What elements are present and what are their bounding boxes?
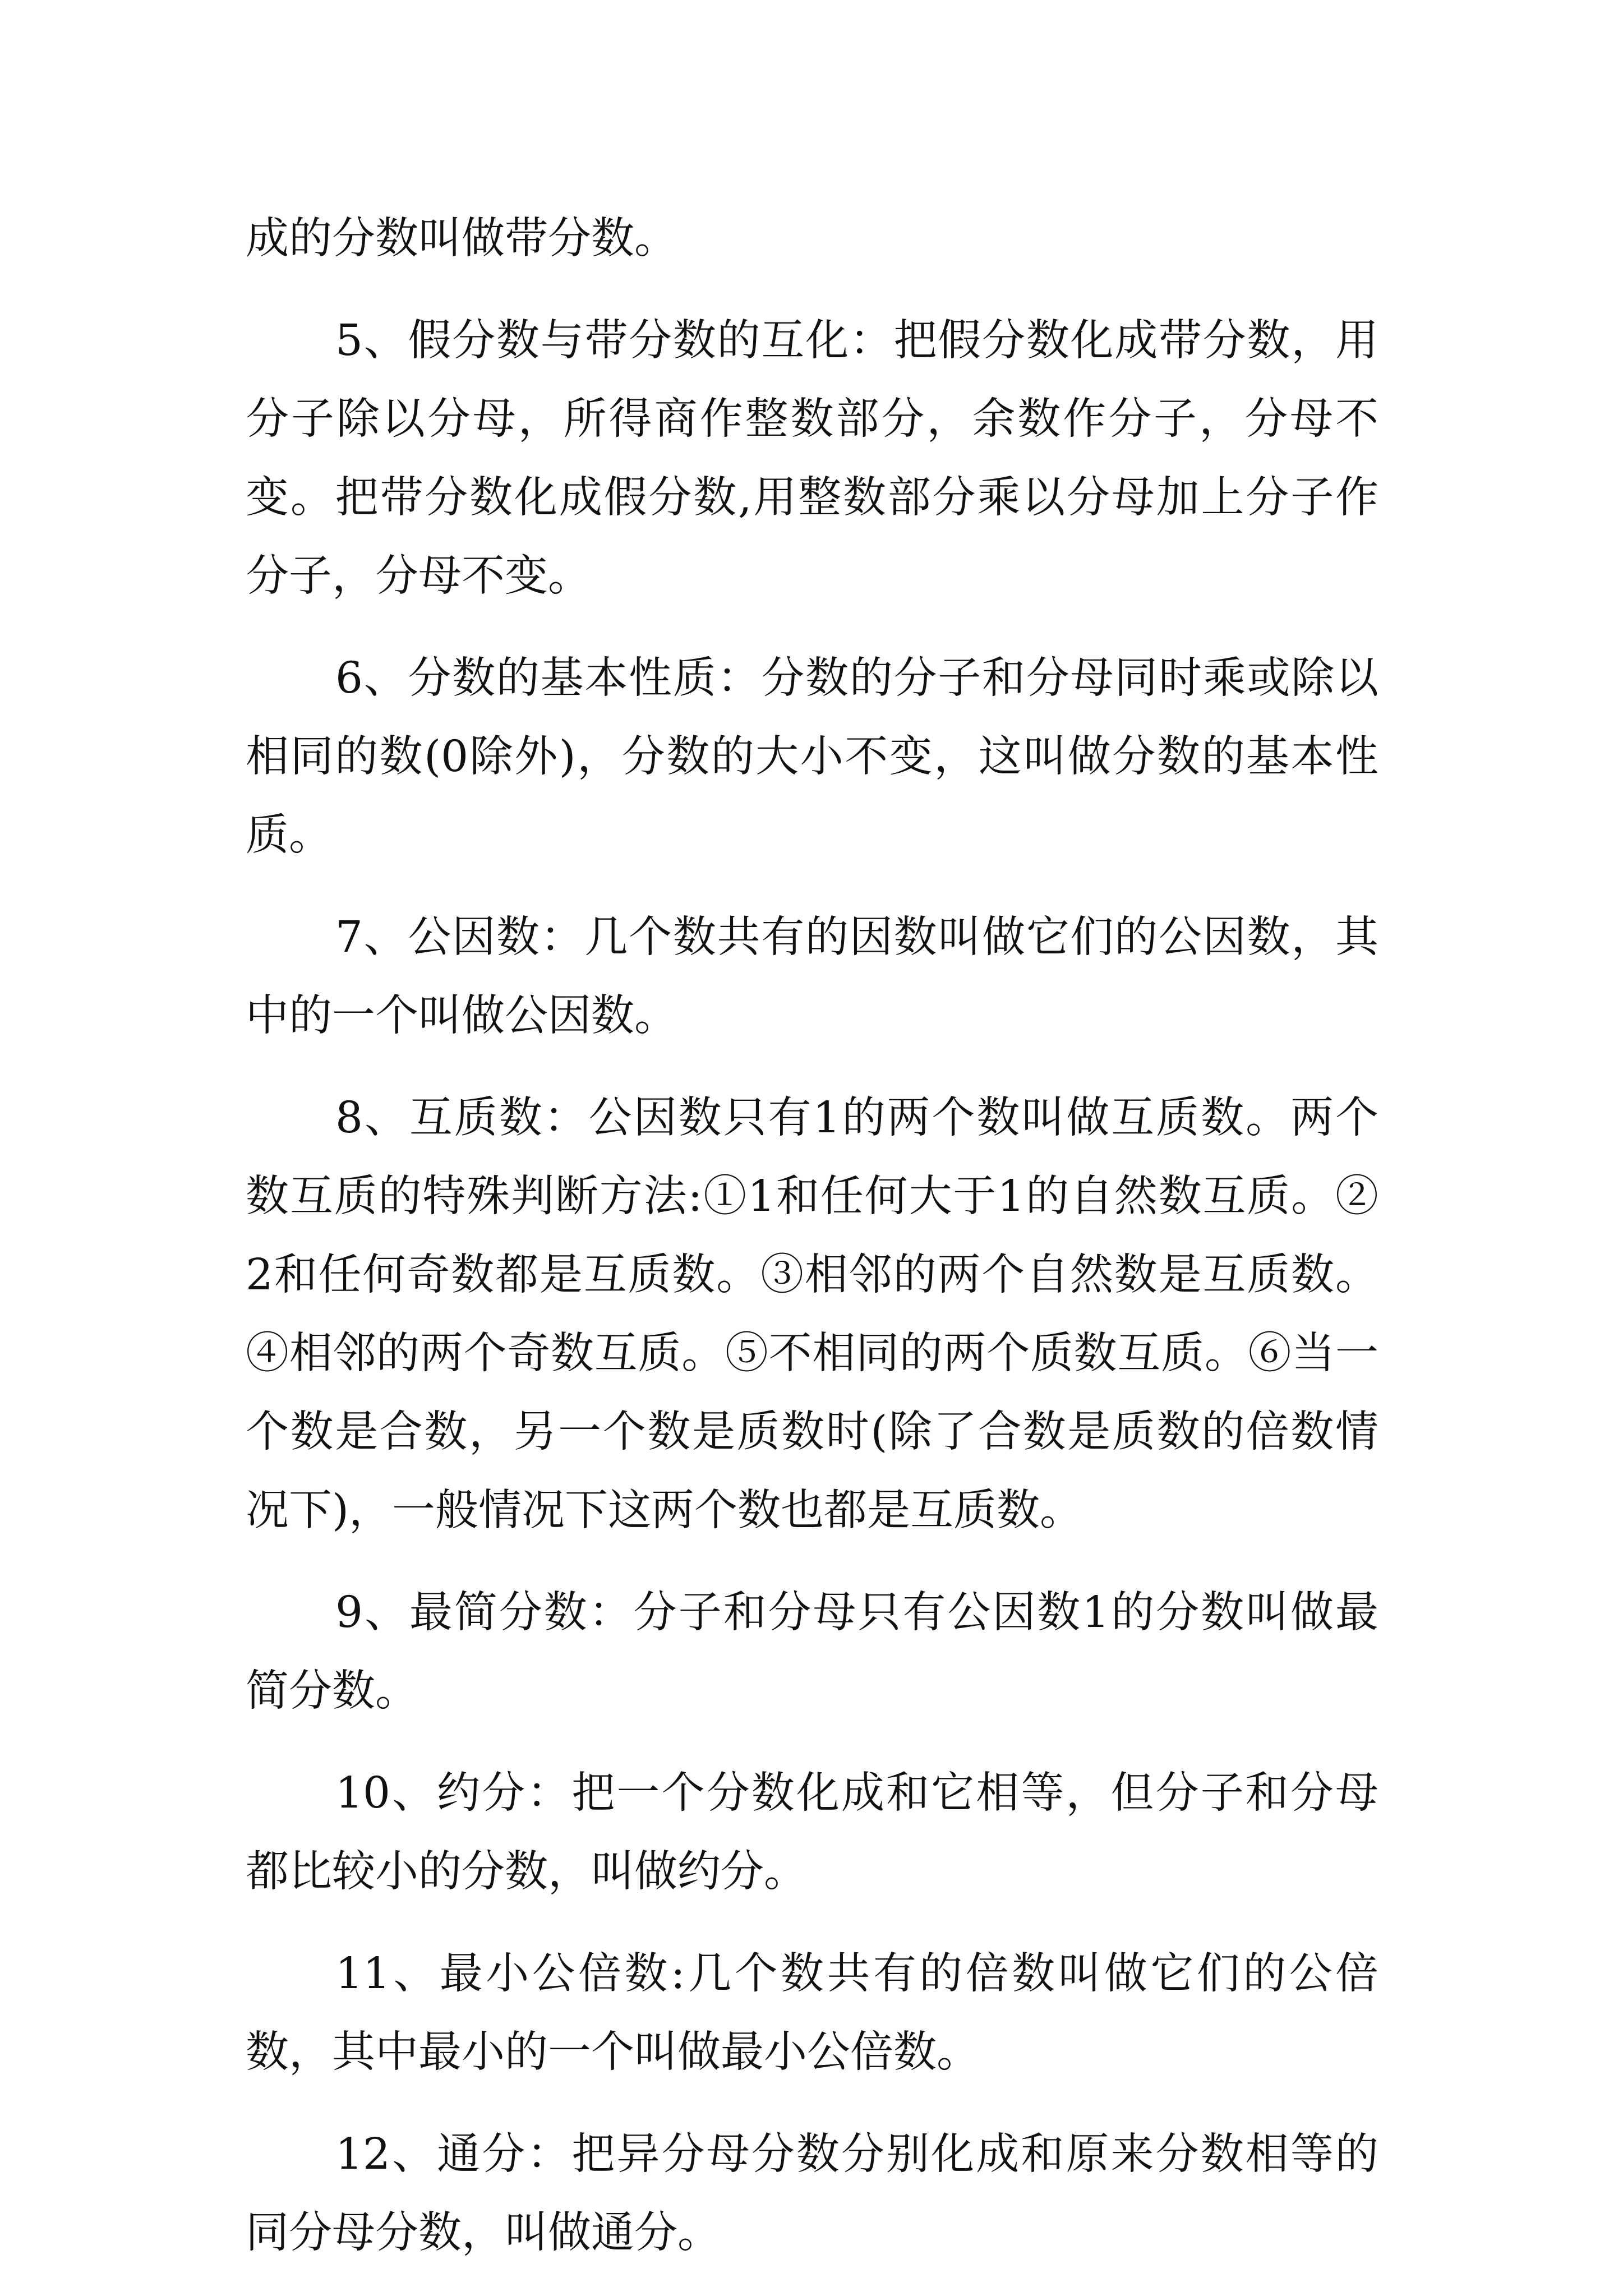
paragraph-item-8: 8、互质数：公因数只有1的两个数叫做互质数。两个数互质的特殊判断方法:①1和任何大于1的自然数互质。②2和任何奇数都是互质数。③相邻的两个自然数是互质数。④相邻的两个奇数互质。⑤不相同的两个质数互质。⑥当一个数是合数，另一个数是质数时(除了合数是质数的倍数情况下)，一般情况下这两个数也都是互质数。 (246, 1093, 1378, 1536)
paragraph-item-6: 6、分数的基本性质：分数的分子和分母同时乘或除以相同的数(0除外)，分数的大小不变，这叫做分数的基本性质。 (246, 653, 1378, 860)
paragraph-item-9: 9、最简分数：分子和分母只有公因数1的分数叫做最简分数。 (246, 1588, 1378, 1716)
paragraph-item-5: 5、假分数与带分数的互化：把假分数化成带分数，用分子除以分母，所得商作整数部分，余数作分子，分母不变。把带分数化成假分数,用整数部分乘以分母加上分子作分子，分母不变。 (246, 316, 1378, 601)
paragraph-continuation: 成的分数叫做带分数。 (246, 214, 677, 264)
document-body (246, 200, 1378, 2296)
paragraph-item-12: 12、通分：把异分母分数分别化成和原来分数相等的同分母分数，叫做通分。 (246, 2129, 1378, 2258)
paragraph-item-11: 11、最小公倍数:几个数共有的倍数叫做它们的公倍数，其中最小的一个叫做最小公倍数。 (246, 1949, 1378, 2077)
paragraph-item-7: 7、公因数：几个数共有的因数叫做它们的公因数，其中的一个叫做公因数。 (246, 912, 1378, 1041)
paragraph-item-10: 10、约分：把一个分数化成和它相等，但分子和分母都比较小的分数，叫做约分。 (246, 1768, 1378, 1897)
